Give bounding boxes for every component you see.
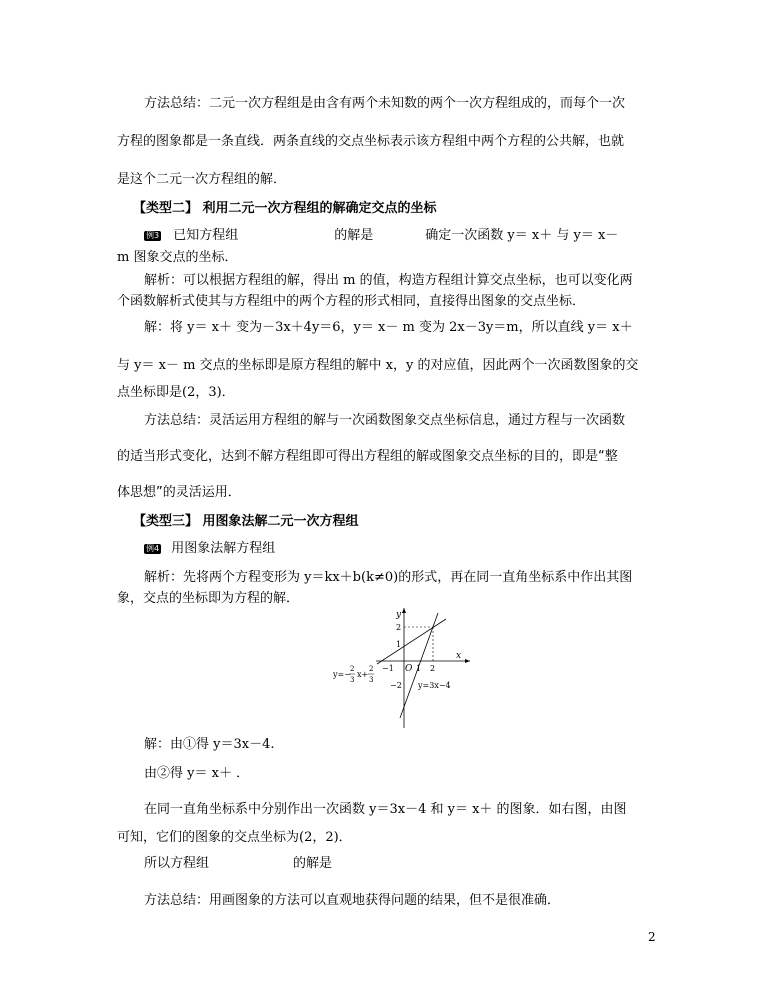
example-3-badge: 例3 xyxy=(146,231,160,240)
solution-2-line-5 xyxy=(144,856,332,872)
x-tick-1: 1 xyxy=(416,664,422,673)
analysis-2-line-1: 解析：先将两个方程变形为 y＝kx＋b(k≠0)的形式，再在同一直角坐标系中作出其图 xyxy=(144,570,633,585)
summary-1-line-1: 方法总结：二元一次方程组是由含有两个未知数的两个一次方程组成的，而每个一次 xyxy=(144,96,626,111)
example-4-text: 用图象法解方程组 xyxy=(171,541,276,556)
x-axis-arrow xyxy=(465,659,470,663)
line-a-label: y=3x−4 xyxy=(418,681,451,690)
origin-label: O xyxy=(405,664,413,674)
solution-2-line-1: 解：由①得 y＝3x－4. xyxy=(144,737,275,752)
x-tick-2: 2 xyxy=(430,664,436,673)
y-axis-arrow xyxy=(402,608,406,613)
analysis-1-line-2: 个函数解析式使其与方程组中的两个方程的形式相同，直接得出图象的交点坐标． xyxy=(117,294,586,309)
line-b-fraction-2-numerator: 2 xyxy=(369,665,374,673)
example-3-text-b: 的解是 xyxy=(334,228,374,243)
example-3-text-a: 已知方程组 xyxy=(173,228,239,243)
line-b-label-start: y=− xyxy=(333,670,351,679)
example-3-line-1 xyxy=(144,228,618,244)
example-4-badge: 例4 xyxy=(146,544,160,553)
solution-1-line-3: 点坐标即是(2，3)． xyxy=(117,385,235,400)
line-b-fraction-2-denominator: 3 xyxy=(369,676,374,684)
y-tick-minus-2: −2 xyxy=(390,681,402,690)
example-3-text-c: 确定一次函数 y＝ x＋ 与 y＝ x－ xyxy=(425,228,619,243)
x-tick-minus-1: −1 xyxy=(382,664,394,673)
x-axis-label: x xyxy=(456,651,462,661)
line-y-2-3x-2-3 xyxy=(377,619,446,664)
y-axis-label: y xyxy=(396,610,402,620)
solution-2-text-a: 所以方程组 xyxy=(144,856,210,871)
solution-2-line-2: 由②得 y＝ x＋ ． xyxy=(144,766,250,781)
line-b-fraction-1-denominator: 3 xyxy=(350,676,355,684)
summary-3-line: 方法总结：用画图象的方法可以直观地获得问题的结果，但不是很准确． xyxy=(144,893,561,908)
type-three-heading: 【类型三】 用图象法解二元一次方程组 xyxy=(133,514,359,529)
solution-1-line-1: 解：将 y＝ x＋ 变为－3x＋4y＝6，y＝ x－ m 变为 2x－3y＝m，所以直线 y＝ x＋ xyxy=(144,320,633,335)
y-tick-2: 2 xyxy=(396,623,402,632)
example-3-line-2: m 图象交点的坐标． xyxy=(117,250,238,265)
line-b-fraction-1-numerator: 2 xyxy=(350,665,355,673)
summary-2-line-1: 方法总结：灵活运用方程组的解与一次函数图象交点坐标信息，通过方程与一次函数 xyxy=(144,413,626,428)
coordinate-graph xyxy=(330,608,470,728)
summary-2-line-3: 体思想”的灵活运用． xyxy=(117,485,241,500)
solution-2-line-4: 可知，它们的图象的交点坐标为(2，2)． xyxy=(117,830,352,845)
solution-1-line-2: 与 y＝ x－ m 交点的坐标即是原方程组的解中 x，y 的对应值，因此两个一次函数图象的交 xyxy=(117,358,639,373)
line-b-label-mid: x+ xyxy=(357,670,369,679)
summary-1-line-3: 是这个二元一次方程组的解． xyxy=(117,172,287,187)
solution-2-line-3: 在同一直角坐标系中分别作出一次函数 y＝3x－4 和 y＝ x＋ 的图象．如右图，由图 xyxy=(144,802,627,817)
summary-1-line-2: 方程的图象都是一条直线．两条直线的交点坐标表示该方程组中两个方程的公共解，也就 xyxy=(117,134,625,149)
page-number: 2 xyxy=(648,930,656,944)
summary-2-line-2: 的适当形式变化，达到不解方程组即可得出方程组的解或图象交点坐标的目的，即是“整 xyxy=(117,449,618,464)
y-tick-1: 1 xyxy=(396,640,402,649)
solution-2-text-b: 的解是 xyxy=(293,856,333,871)
example-4-line xyxy=(144,541,275,557)
analysis-2-line-2: 象，交点的坐标即为方程的解． xyxy=(117,591,300,606)
analysis-1-line-1: 解析：可以根据方程组的解，得出 m 的值，构造方程组计算交点坐标，也可以变化两 xyxy=(144,273,633,288)
type-two-heading: 【类型二】 利用二元一次方程组的解确定交点的坐标 xyxy=(133,201,437,216)
